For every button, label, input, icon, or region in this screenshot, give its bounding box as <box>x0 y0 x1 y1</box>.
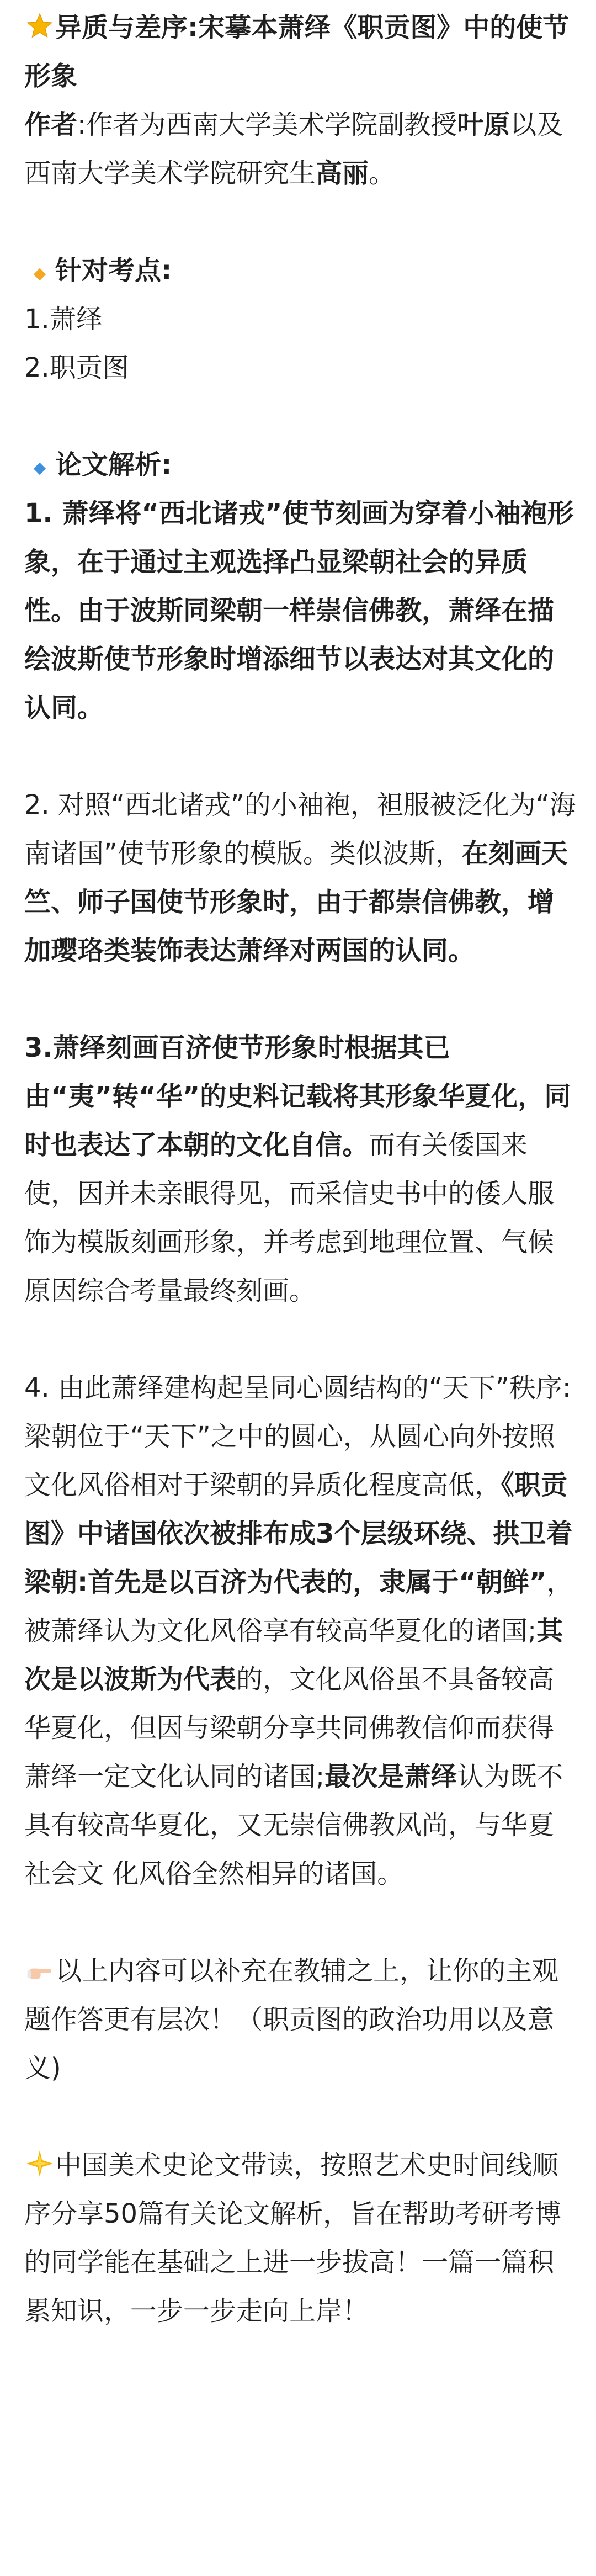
spacer <box>24 1898 576 1947</box>
p3-normal: 而有关倭国来使，因并未亲眼得见，而采信史书中的倭人服饰为模版刻画形象，并考虑到地理位置、气候原因综合考量最终刻画。 <box>24 1130 555 1306</box>
analysis-paragraph-1: 1. 萧绎将“西北诸戎”使节刻画为穿着小袖袍形象，在于通过主观选择凸显梁朝社会的异质性。由于波斯同梁朝一样崇信佛教，萧绎在描绘波斯使节形象时增添细节以表达对其文化的认同。 <box>24 498 574 723</box>
promo-text: 中国美术史论文带读，按照艺术史时间线顺序分享50篇有关论文解析，旨在帮助考研考博的同学能在基础之上进一步拔高！一篇一篇积累知识，一步一步走向上岸！ <box>24 2150 562 2326</box>
p4-normal-1: 4. 由此萧绎建构起呈同心圆结构的“天下”秩序:梁朝位于“天下”之中的圆心，从圆心向外按照文化风俗相对于梁朝的异质化程度高低， <box>24 1372 571 1501</box>
author-name-1: 叶原 <box>457 109 510 140</box>
analysis-paragraph-4 <box>24 1364 576 1898</box>
article <box>24 3 576 2335</box>
spacer <box>24 2092 576 2141</box>
author-line <box>24 100 576 198</box>
spacer <box>24 198 576 246</box>
star-icon <box>24 3 55 52</box>
supplement-paragraph <box>24 1947 576 2092</box>
author-end: 。 <box>369 158 396 189</box>
analysis-paragraph-2 <box>24 781 576 975</box>
analysis-paragraph-3 <box>24 1024 576 1315</box>
spacer <box>24 392 576 441</box>
p4-normal-2: ，被萧绎认为文化风俗享有较高华夏化的诸国; <box>24 1567 573 1646</box>
analysis-heading <box>24 441 576 489</box>
p4-normal-4: 认为既不具有较高华夏化，又无崇信佛教风尚，与华夏社会文 化风俗全然相异的诸国。 <box>24 1761 563 1889</box>
author-separator: : <box>77 109 87 140</box>
promo-paragraph <box>24 2141 576 2335</box>
supplement-text: 以上内容可以补充在教辅之上，让你的主观题作答更有层次！（职贡图的政治功用以及意义) <box>24 1955 559 2084</box>
keypoint-item: 2.职贡图 <box>24 352 129 383</box>
keypoints-heading-text: 针对考点: <box>55 255 172 286</box>
p2-normal: 2. 对照“西北诸戎”的小袖袍，袒服被泛化为“海南诸国”使节形象的模版。类似波斯， <box>24 789 576 869</box>
p4-normal-3: 的，文化风俗虽不具备较高华夏化，但因与梁朝分享共同佛教信仰而获得萧绎一定文化认同的诸国; <box>24 1664 555 1792</box>
title-text: 异质与差序:宋摹本萧绎《职贡图》中的使节形象 <box>24 12 570 92</box>
p2-bold: 在刻画天竺、师子国使节形象时，由于都崇信佛教，增加璎珞类装饰表达萧绎对两国的认同。 <box>24 838 568 966</box>
author-label: 作者 <box>24 109 78 140</box>
p4-bold-2: 其次是以波斯为代表 <box>24 1615 563 1695</box>
spacer <box>24 1315 576 1364</box>
pointing-hand-icon <box>24 1947 55 1995</box>
analysis-heading-text: 论文解析: <box>55 449 172 480</box>
article-title <box>24 3 576 100</box>
p4-bold-1: 《职贡图》中诸国依次被排布成3个层级环绕、拱卫着梁朝:首先是以百济为代表的，隶属于“朝鲜” <box>24 1470 573 1598</box>
blue-diamond-icon <box>24 441 55 489</box>
p3-bold: 3.萧绎刻画百济使节形象时根据其已由“夷”转“华”的史料记载将其形象华夏化，同时也表达了本朝的文化自信。 <box>24 1032 571 1160</box>
p4-bold-3: 最次是萧绎 <box>324 1761 457 1792</box>
keypoints-heading <box>24 246 576 295</box>
keypoint-item: 1.萧绎 <box>24 304 103 335</box>
glowing-star-icon <box>24 2141 55 2190</box>
author-name-2: 高丽 <box>316 158 369 189</box>
orange-diamond-icon <box>24 246 55 295</box>
spacer <box>24 732 576 781</box>
author-text-1: 作者为西南大学美术学院副教授 <box>86 109 457 140</box>
spacer <box>24 975 576 1024</box>
author-text-2: 以及西南大学美术学院研究生 <box>24 109 563 189</box>
